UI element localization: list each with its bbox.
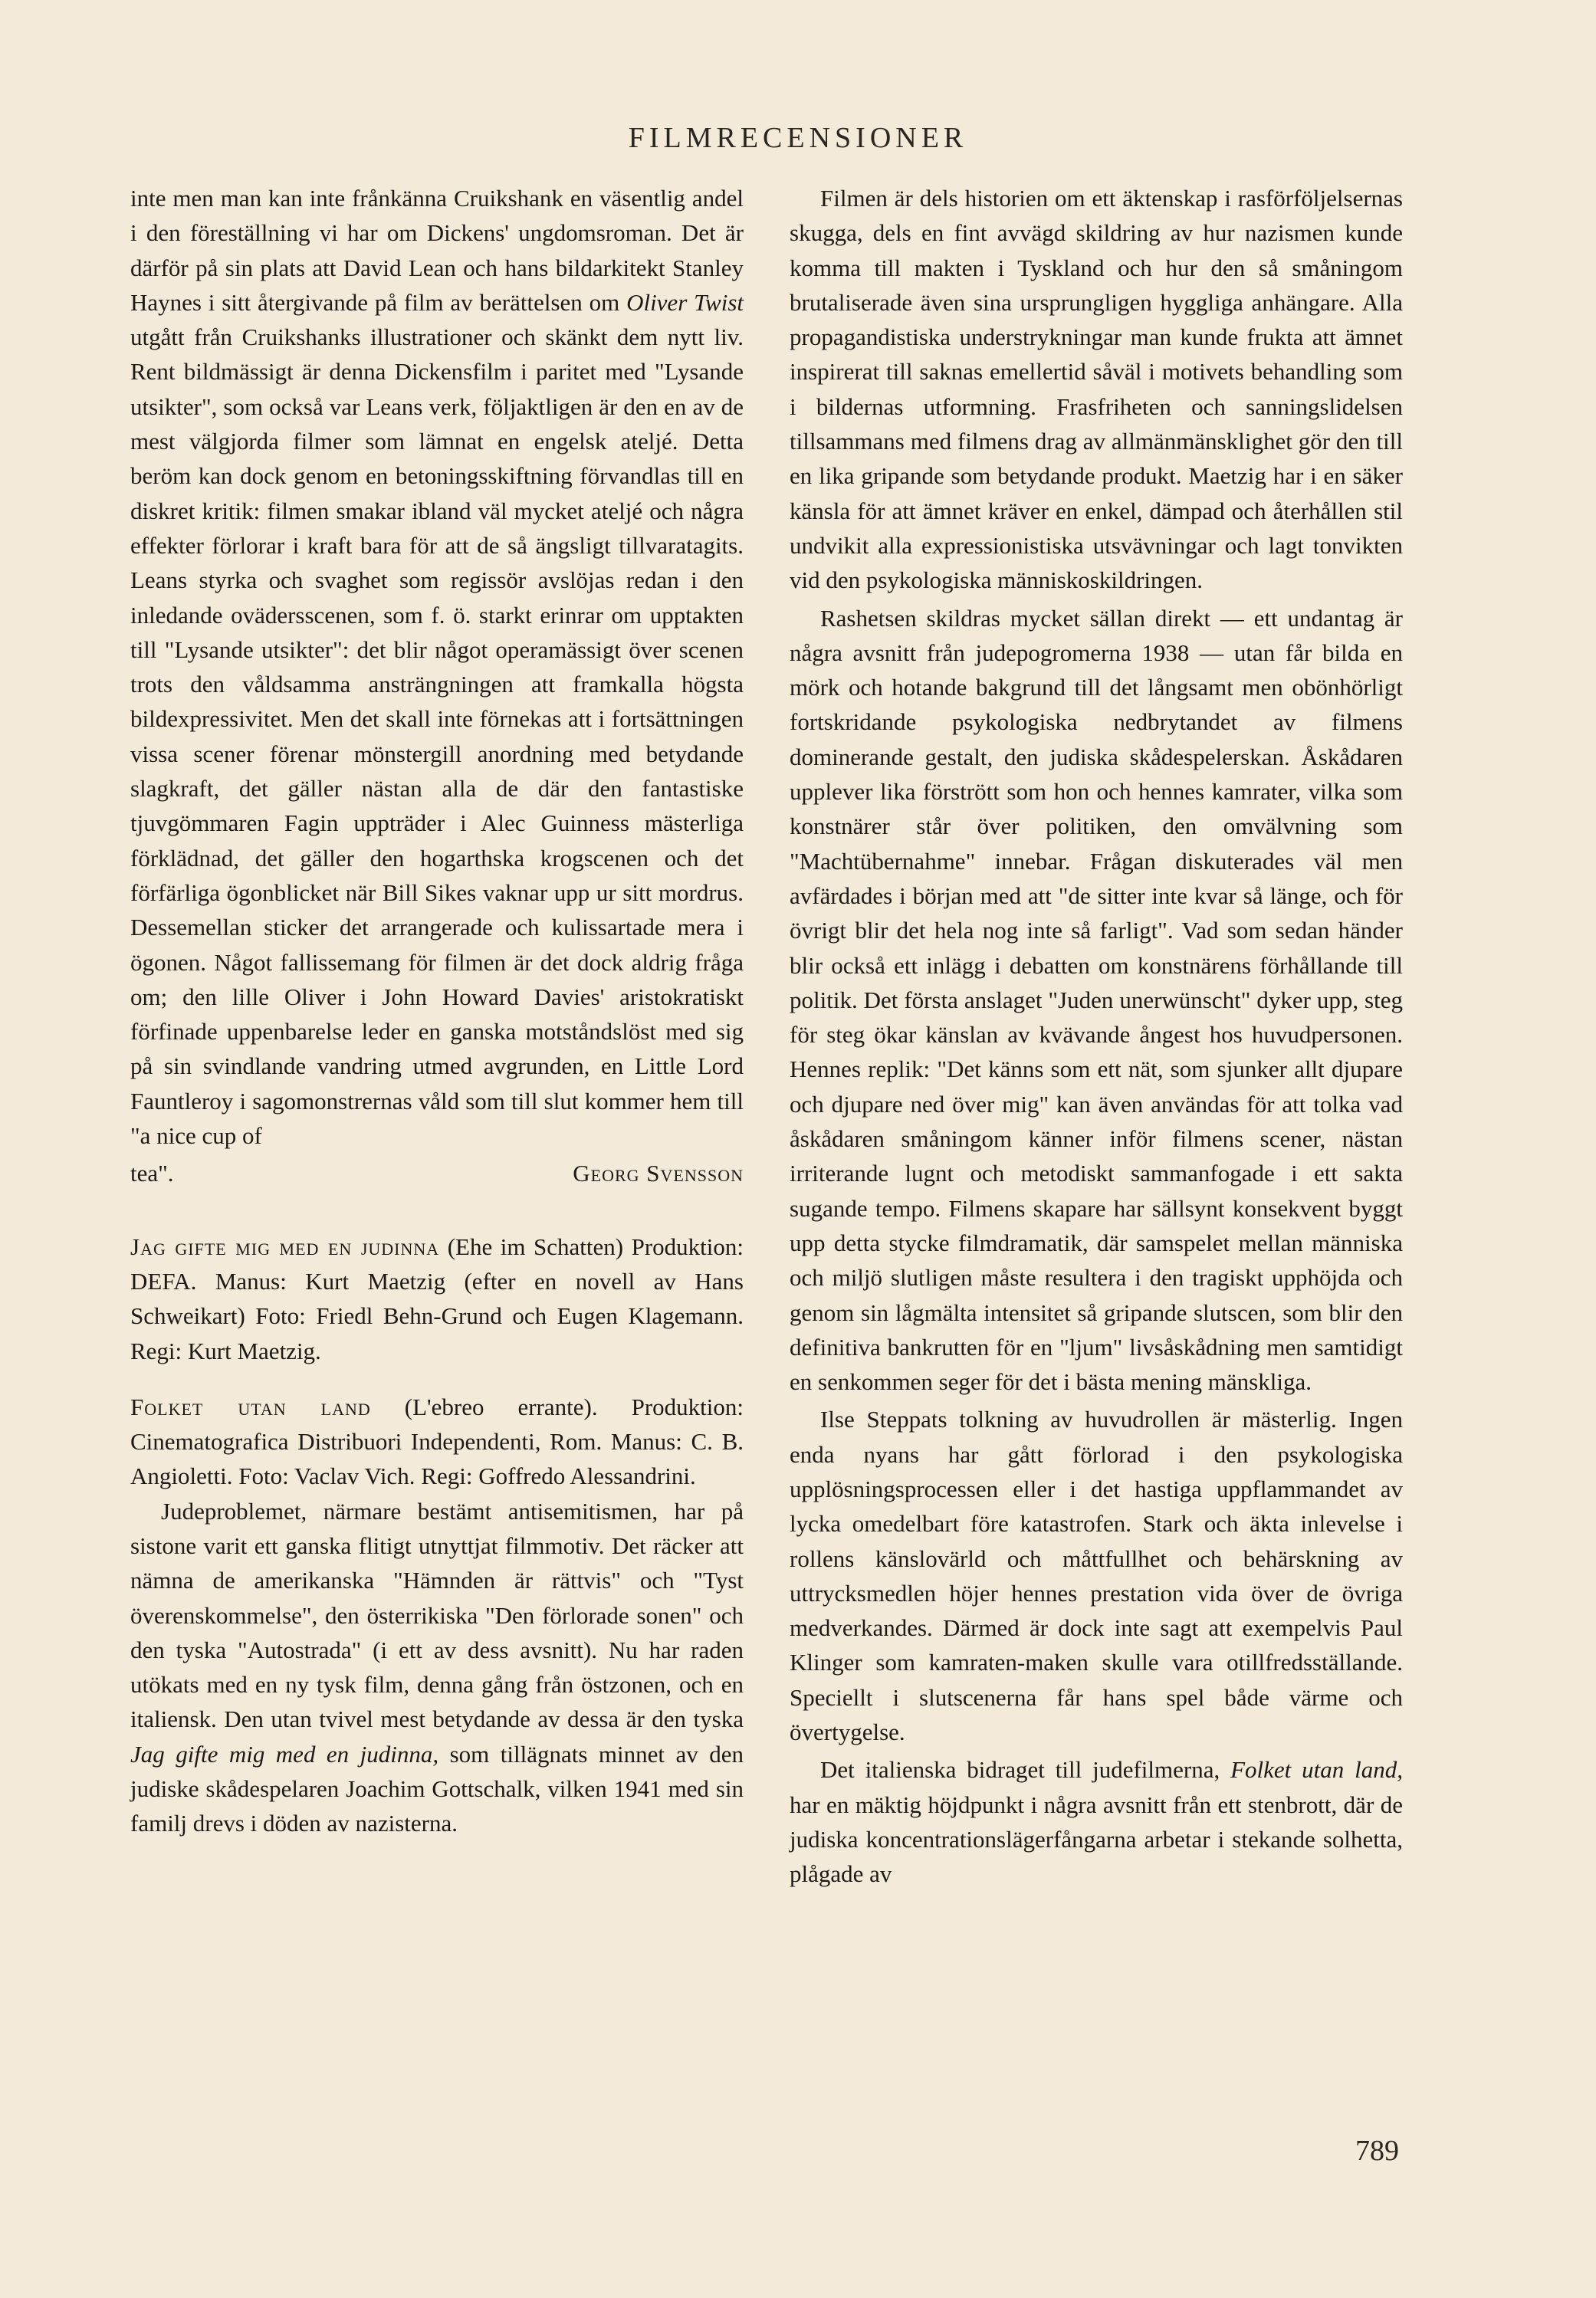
running-head: FILMRECENSIONER (628, 122, 968, 154)
body-paragraph-3: Rashetsen skildras mycket sällan direkt — ett undantag är några avsnitt från judepogromerna 1938 — utan får bilda en mörk och hotande bakgrund till det långsamt men obönhörligt fortskridande psykologiska nedbrytandet av filmens dominerande gestalt, den judiska skådespelerskan. Åskådaren upplever lika förstrött som hon och hennes kamrater, vilka som konstnärer står över politiken, den omvälvning som "Machtübernahme" innebar. Frågan diskuterades väl men avfärdades i början med att "de sitter inte kvar så länge, och för övrigt blir det hela nog inte så farligt". Vad som sedan händer blir också ett inlägg i debatten om konstnärens förhållande till politik. Det första anslaget "Juden unerwünscht" dyker upp, steg för steg ökar känslan av kvävande ångest hos huvudpersonen. Hennes replik: "Det känns som ett nät, som sjunker allt djupare och djupare ned över mig" kan även användas för att tolka vad åskådaren småningom känner inför filmens scener, nästan irriterande lugnt och metodiskt sammanfogade i ett sakta sugande tempo. Filmens skapare har sällsynt konsekvent byggt upp detta stycke filmdramatik, där samspelet mellan människa och miljö slutligen måste resultera i den tragiskt upphöjda och genom sin lågmälta intensitet så gripande slutscen, som blir den definitiva bankrutten för en "ljum" livsåskådning men samtidigt en senkommen seger för det i bästa mening mänskliga. (790, 604, 1403, 1396)
review-text: inte men man kan inte frånkänna Cruikshank en väsentlig andel i den föreställning vi har om Dickens' ungdomsroman. Det är därför på sin plats att David Lean och hans bildarkitekt Stanley Haynes i sitt återgivande på film av berättelsen om (130, 185, 744, 316)
body-1-film-title: Jag gifte mig med en judinna, (130, 1740, 439, 1768)
credits-2-title: Folket utan land (130, 1393, 371, 1420)
review-signature: Georg Svensson (573, 1160, 744, 1187)
credits-2-text: (L'ebreo errante). Produktion: Cinematografica Distribuori Independenti, Rom. Manus: C. B. Angioletti. Foto: Vaclav Vich. Regi: Goffredo Alessandrini. (130, 1393, 744, 1490)
review-continuation-paragraph (130, 181, 744, 1153)
credits-entry-1 (130, 1229, 744, 1368)
body-1-text: Judeproblemet, närmare bestämt antisemitismen, har på sistone varit ett ganska flitigt utnyttjat filmmotiv. Det räcker att nämna de amerikanska "Hämnden är rättvis" och "Tyst överenskommelse", den österrikiska "Den förlorade sonen" och den tyska "Autostrada" (i ett av dess avsnitt). Nu har raden utökats med en ny tysk film, denna gång från östzonen, och en italiensk. Den utan tvivel mest betydande av dessa är den tyska (130, 1497, 744, 1733)
review-text-2: utgått från Cruikshanks illustrationer och skänkt dem nytt liv. Rent bildmässigt är denna Dickensfilm i paritet med "Lysande utsikter", som också var Leans verk, följaktligen är den en av de mest välgjorda filmer som lämnat en engelsk ateljé. Detta beröm kan dock genom en betoningsskiftning förvandlas till en diskret kritik: filmen smakar ibland väl mycket ateljé och några effekter förlorar i kraft bara för att de så ängsligt tillvaratagits. Leans styrka och svaghet som regissör avslöjas redan i den inledande ovädersscenen, som f. ö. starkt erinrar om upptakten till "Lysande utsikter": det blir något operamässigt över scenen trots den våldsamma ansträngningen att framkalla högsta bildexpressivitet. Men det skall inte förnekas att i fortsättningen vissa scener förenar mönstergill anordning med betydande slagkraft, det gäller nästan alla de där den fantastiske tjuvgömmaren Fagin uppträder i Alec Guinness mästerliga förklädnad, det gäller den hogarthska krogscenen och det förfärliga ögonblicket när Bill Sikes vaknar upp ur sitt mordrus. Dessemellan sticker det arrangerade och kulissartade mera i ögonen. Något fallissemang för filmen är det dock aldrig fråga om; den lille Oliver i John Howard Davies' aristokratiskt förfinade uppenbarelse leder en ganska motståndslöst med sig på sin svindlande vandring utmed avgrunden, en Little Lord Fauntleroy i sagomonstrernas våld som till slut kommer hem till "a nice cup of (130, 323, 744, 1150)
para-5-film-title: Folket utan land, (1230, 1756, 1404, 1784)
film-credits (130, 1229, 744, 1494)
credits-1-text: (Ehe im Schatten) Produktion: DEFA. Manus: Kurt Maetzig (efter en novell av Hans Schweikart) Foto: Friedl Behn-Grund och Eugen Klagemann. Regi: Kurt Maetzig. (130, 1233, 744, 1364)
credits-entry-2 (130, 1390, 744, 1494)
para-5-start: Det italienska bidraget till judefilmerna, (820, 1756, 1231, 1784)
page-number: 789 (1355, 2135, 1399, 2167)
review-signature-line (130, 1156, 744, 1190)
review-film-title: Oliver Twist (626, 288, 744, 316)
left-column (130, 181, 744, 1841)
body-paragraph-4: Ilse Steppats tolkning av huvudrollen är mästerlig. Ingen enda nyans har gått förlorad i den psykologiska upplösningsprocessen eller i det hastiga uppflammandet av lycka omedelbart före katastrofen. Stark och äkta inlevelse i rollens känslovärld och måttfullhet och behärskning av uttrycksmedlen höjer hennes prestation vida över de övriga medverkandes. Därmed är dock inte sagt att exempelvis Paul Klinger som kamraten-maken skulle vara otillfredsställande. Speciellt i slutscenerna får hans spel både värme och övertygelse. (790, 1406, 1403, 1746)
body-paragraph-1 (130, 1494, 744, 1841)
body-paragraph-2: Filmen är dels historien om ett äktenskap i rasförföljelsernas skugga, dels en fint avvägd skildring av hur nazismen kunde komma till makten i Tyskland och hur den så småningom brutaliserade även sina ursprungligen hyggliga anhängare. Alla propagandistiska understrykningar man kunde frukta att ämnet inspirerat till saknas emellertid såväl i motivets behandling som i bildernas utformning. Frasfriheten och sanningslidelsen tillsammans med filmens drag av allmänmänsklighet gör den till en lika gripande som betydande produkt. Maetzig har i en säker känsla för att ämnet kräver en enkel, dämpad och återhållen stil undvikit alla expressionistiska utsvävningar och lagt tonvikten vid den psykologiska människoskildringen. (790, 185, 1403, 594)
body-paragraph-5 (790, 1752, 1403, 1891)
body-1-end: som tillägnats minnet av den judiske skådespelaren Joachim Gottschalk, vilken 1941 med sin familj drevs i döden av nazisterna. (130, 1740, 744, 1837)
credits-1-title: Jag gifte mig med en judinna (130, 1233, 440, 1260)
para-5-end: har en mäktig höjdpunkt i några avsnitt från ett stenbrott, där de judiska koncentrationslägerfångarna arbetar i stekande solhetta, plågade av (790, 1791, 1403, 1888)
review-last-word: tea". (130, 1160, 174, 1187)
right-column (790, 181, 1403, 1892)
